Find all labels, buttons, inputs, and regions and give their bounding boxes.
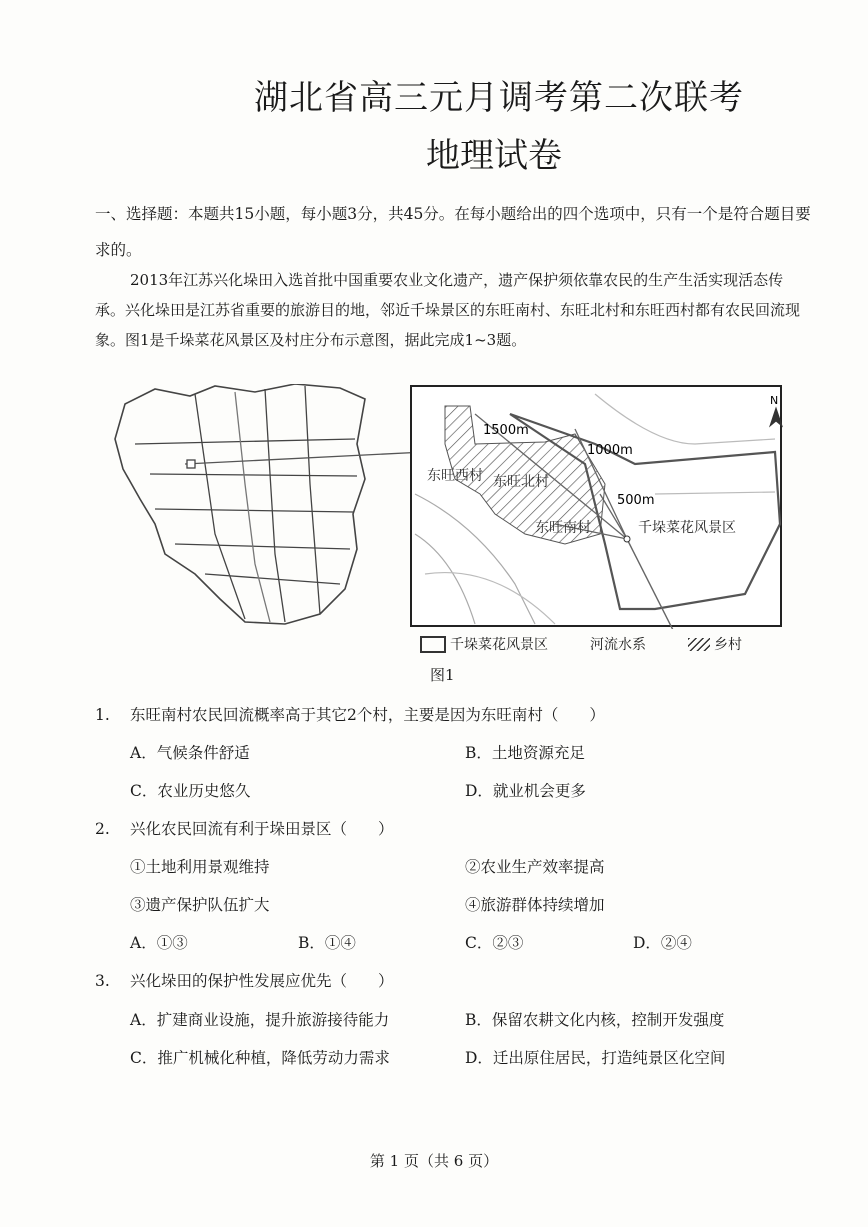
section-heading: 一、选择题：本题共15小题，每小题3分，共45分。在每小题给出的四个选项中，只有一个是符合题目要求的。 (95, 205, 811, 259)
legend-village-label: 乡村 (714, 637, 742, 653)
hatch-icon (688, 638, 710, 651)
intro-paragraph: 2013年江苏兴化垛田入选首批中国重要农业文化遗产，遗产保护须依靠农民的生产生活实现活态传承。兴化垛田是江苏省重要的旅游目的地，邻近千垛景区的东旺南村、东旺北村和东旺西村都有农民回流现象。图1是千垛菜花风景区及村庄分布示意图，据此完成1~3题。 (95, 271, 801, 349)
label-west-village: 东旺西村 (427, 468, 483, 484)
map-figure (95, 384, 785, 629)
figure-caption: 图1 (430, 666, 455, 684)
legend-river-label: 河流水系 (590, 637, 646, 653)
q2-option-b[interactable]: B．①④ (298, 934, 356, 952)
legend-village (688, 634, 742, 654)
q2-statement-2: ②农业生产效率提高 (465, 858, 605, 876)
q1-option-d[interactable]: D．就业机会更多 (465, 782, 586, 800)
label-scenic-area: 千垛菜花风景区 (638, 520, 736, 536)
question-text: 兴化农民回流有利于垛田景区（ ） (130, 820, 394, 838)
question-text: 东旺南村农民回流概率高于其它2个村，主要是因为东旺南村（ ） (130, 706, 605, 724)
question-1-stem (95, 703, 605, 725)
question-3-stem (95, 969, 394, 991)
page-footer: 第 1 页（共 6 页） (369, 1152, 499, 1170)
q3-option-d[interactable]: D．迁出原住居民，打造纯景区化空间 (465, 1049, 726, 1067)
legend-scenic-label: 千垛菜花风景区 (450, 637, 548, 653)
label-south-village: 东旺南村 (535, 520, 591, 536)
north-arrow-label: N (770, 394, 779, 407)
label-500m: 500m (617, 493, 655, 508)
scenic-outline-icon (420, 636, 446, 653)
label-1500m: 1500m (483, 423, 529, 438)
label-1000m: 1000m (587, 443, 633, 458)
question-2-stem (95, 817, 394, 839)
page-subtitle: 地理试卷 (426, 136, 562, 176)
q2-option-d[interactable]: D．②④ (633, 934, 692, 952)
question-number: 2. (95, 820, 110, 838)
overview-map (115, 384, 425, 624)
q1-option-c[interactable]: C．农业历史悠久 (130, 782, 251, 800)
q2-statement-1: ①土地利用景观维持 (130, 858, 270, 876)
page-title: 湖北省高三元月调考第二次联考 (254, 78, 744, 118)
q2-option-a[interactable]: A．①③ (130, 934, 188, 952)
q1-option-a[interactable]: A．气候条件舒适 (130, 744, 250, 762)
question-text: 兴化垛田的保护性发展应优先（ ） (130, 972, 394, 990)
legend-river (590, 634, 646, 654)
question-number: 1. (95, 706, 110, 724)
q3-option-c[interactable]: C．推广机械化种植，降低劳动力需求 (130, 1049, 390, 1067)
q3-option-a[interactable]: A．扩建商业设施，提升旅游接待能力 (130, 1011, 390, 1029)
label-north-village: 东旺北村 (493, 474, 549, 490)
q2-statement-4: ④旅游群体持续增加 (465, 896, 605, 914)
q2-option-c[interactable]: C．②③ (465, 934, 524, 952)
question-number: 3. (95, 972, 110, 990)
q1-option-b[interactable]: B．土地资源充足 (465, 744, 585, 762)
figure-legend (420, 634, 780, 654)
legend-scenic (420, 634, 548, 654)
q3-option-b[interactable]: B．保留农耕文化内核，控制开发强度 (465, 1011, 725, 1029)
q2-statement-3: ③遗产保护队伍扩大 (130, 896, 270, 914)
